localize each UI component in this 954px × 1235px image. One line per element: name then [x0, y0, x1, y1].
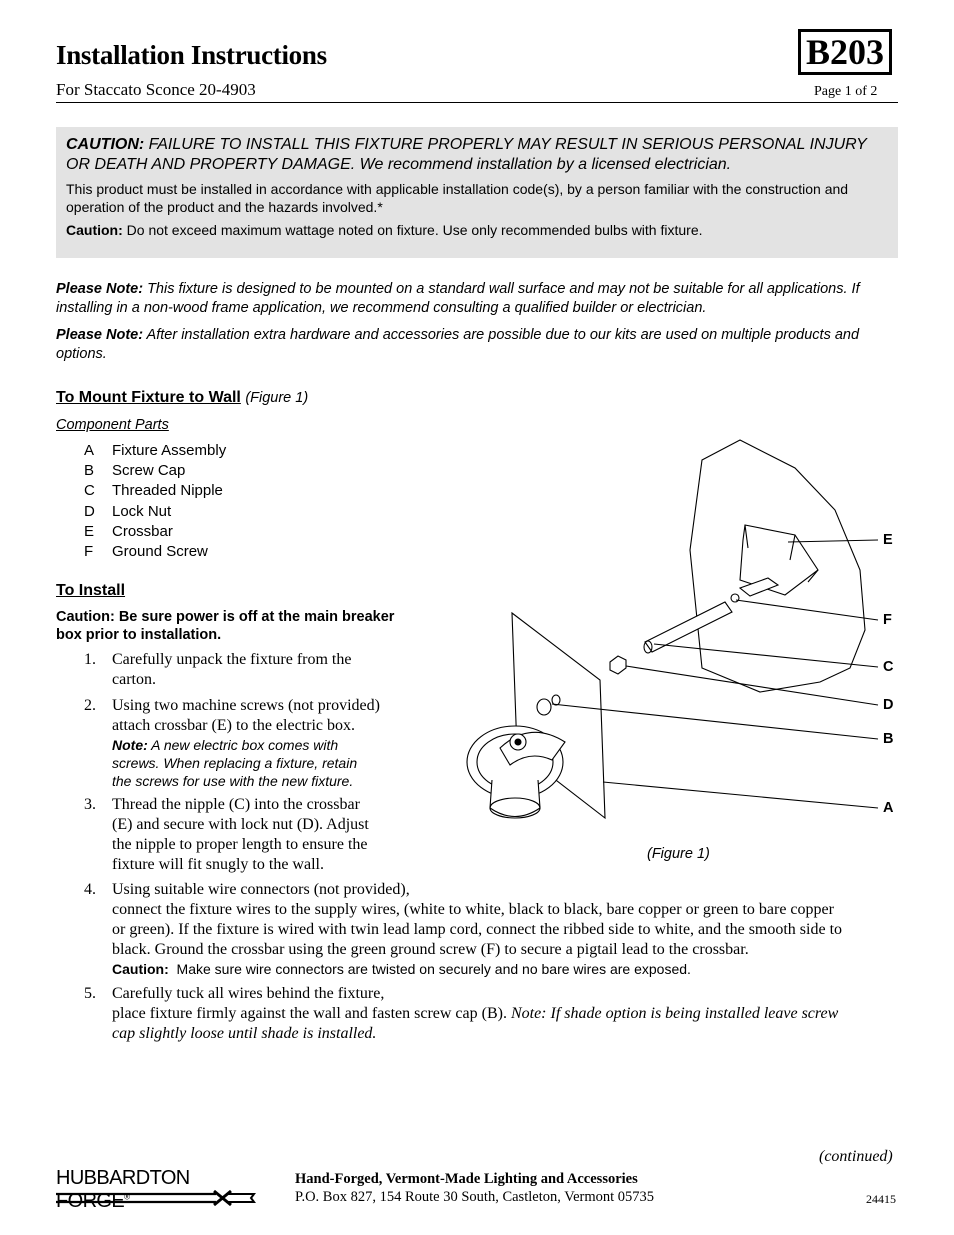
note-extra-hardware: Please Note: After installation extra hardware and accessories are possible due to our kits are used on multiple products and options.: [56, 327, 860, 362]
page-number: Page 1 of 2: [814, 84, 878, 99]
install-heading: To Install: [56, 582, 126, 599]
header-rule: [56, 102, 898, 103]
step-4: 4. Using suitable wire connectors (not provided), connect the fixture wires to the supply wires, (white to white, black to black, bare copper or green to bare copper or green). If the fixture is wired with twin lead lamp cord, connect the ribbed side to white, and the smooth side to black. Ground the crossbar using the green ground screw (F) to secure a pigtail lead to the crossbar. Caution: Make sure wire connectors are twisted on securely and no bare wires are exposed.: [84, 881, 843, 977]
logo-swoosh-icon: [56, 1167, 266, 1209]
callout-d: D: [883, 697, 894, 713]
list-item: B Screw Cap: [84, 462, 186, 480]
list-item: A Fixture Assembly: [84, 442, 227, 459]
hubbardton-forge-logo: HUBBARDTON FORGE®: [56, 1167, 266, 1209]
callout-e: E: [883, 532, 893, 548]
callout-f: F: [883, 612, 892, 628]
list-item: E Crossbar: [84, 522, 173, 540]
step-2-note: Note: A new electric box comes with: [112, 737, 339, 753]
document-code-box: B203: [798, 29, 892, 75]
caution-code-text: This product must be installed in accordance with applicable installation code(s), by a person familiar with the construction and operation of the product and the hazards involved.*: [66, 181, 849, 215]
callout-b: B: [883, 731, 894, 747]
footer-tagline: Hand-Forged, Vermont-Made Lighting and Accessories: [295, 1171, 638, 1187]
list-item: D Lock Nut: [84, 502, 172, 520]
note-wall-surface: Please Note: This fixture is designed to be mounted on a standard wall surface and may not be suitable for all applications. If installing in a non-wood frame application, we recommend consulting a qualified builder or electrician.: [56, 281, 860, 316]
screw-cap: [537, 699, 551, 715]
figure-1-diagram: [440, 430, 910, 830]
lock-nut: [610, 656, 626, 674]
install-caution: Caution: Be sure power is off at the main breaker box prior to installation.: [56, 609, 395, 643]
mount-heading: To Mount Fixture to Wall (Figure 1): [56, 389, 309, 406]
figure-caption: (Figure 1): [647, 846, 710, 862]
callout-a: A: [883, 800, 894, 816]
step-2: 2. Using two machine screws (not provided) attach crossbar (E) to the electric box. Note: A new electric box comes with screws. When replacing a fixture, retain the screws for use with the new fixture.: [84, 697, 380, 789]
caution-main: CAUTION: FAILURE TO INSTALL THIS FIXTURE PROPERLY MAY RESULT IN SERIOUS PERSONAL INJURY OR DEATH AND PROPERTY DAMAGE. We recommend installation by a licensed electrician.: [66, 136, 867, 173]
document-number: 24415: [866, 1192, 896, 1206]
product-subtitle: For Staccato Sconce 20-4903: [56, 80, 256, 99]
list-item: C Threaded Nipple: [84, 482, 223, 500]
page-title: Installation Instructions: [56, 40, 327, 70]
list-item: F Ground Screw: [84, 542, 208, 560]
parts-list: [84, 442, 226, 563]
step-1: 1. Carefully unpack the fixture from the carton.: [84, 651, 352, 688]
step-4-caution: Caution: Make sure wire connectors are twisted on securely and no bare wires are exposed.: [112, 961, 691, 977]
caution-box: [56, 127, 898, 258]
step-3: 3. Thread the nipple (C) into the crossbar (E) and secure with lock nut (D). Adjust the nipple to proper length to ensure the fixture will fit snugly to the wall.: [84, 796, 369, 873]
caution-label: CAUTION:: [66, 136, 145, 153]
step-5: 5. Carefully tuck all wires behind the fixture, place fixture firmly against the wall and fasten screw cap (B). Note: If shade option is being installed leave screw cap slightly loose until shade is installed.: [84, 985, 839, 1042]
component-parts-heading: Component Parts: [56, 417, 169, 433]
footer-address: P.O. Box 827, 154 Route 30 South, Castleton, Vermont 05735: [295, 1189, 655, 1205]
callout-c: C: [883, 659, 894, 675]
caution-wattage: Caution: Do not exceed maximum wattage noted on fixture. Use only recommended bulbs with fixture.: [66, 222, 703, 238]
continued-label: (continued): [819, 1148, 893, 1165]
fixture-assembly: [467, 726, 565, 818]
